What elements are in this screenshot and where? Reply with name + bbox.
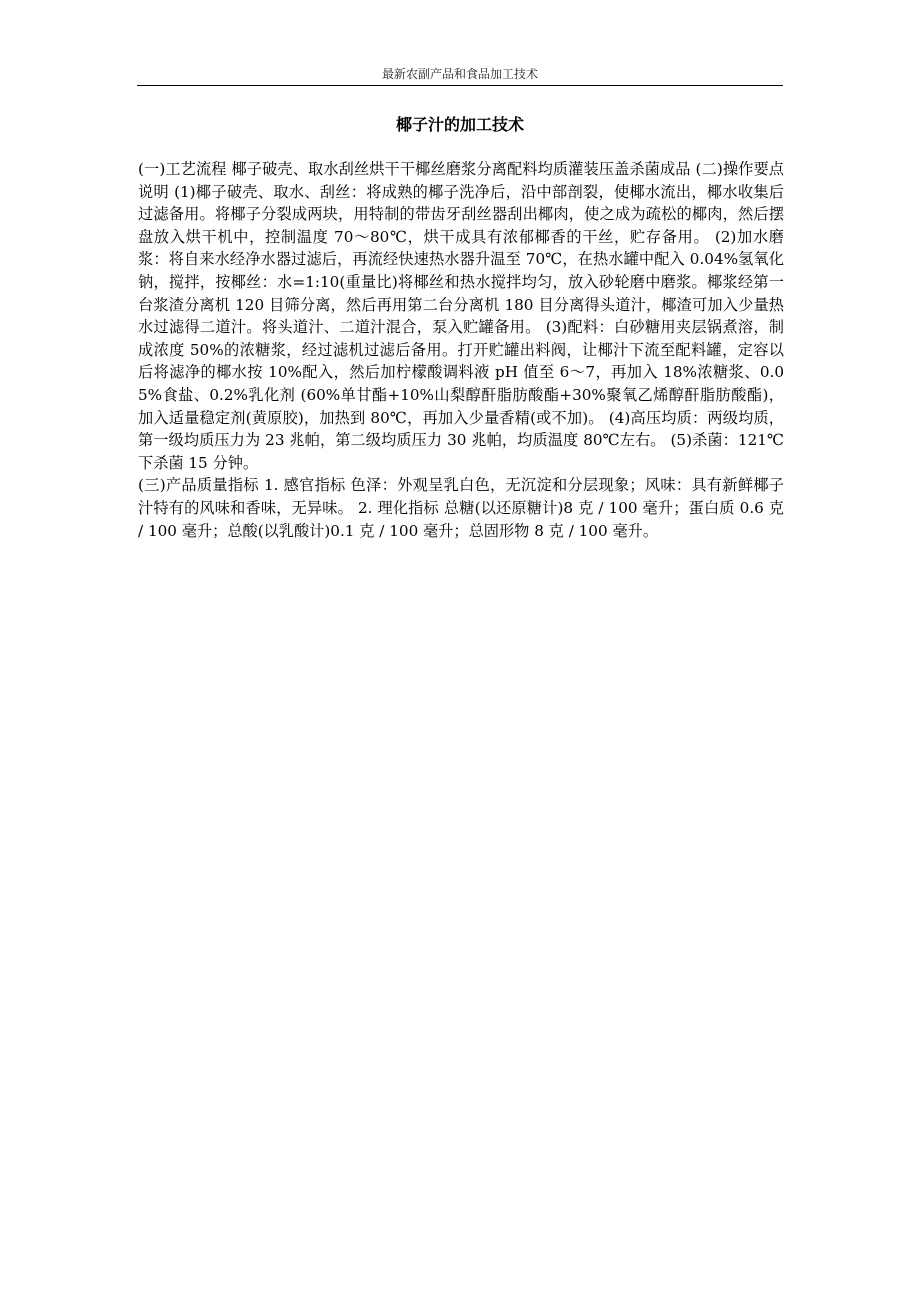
running-header: 最新农副产品和食品加工技术 bbox=[381, 67, 538, 81]
paragraph-quality: (三)产品质量指标 1. 感官指标 色泽：外观呈乳白色，无沉淀和分层现象；风味：具有新鲜椰子汁特有的风味和香味，无异味。 2. 理化指标 总糖(以还原糖计)8 克 / 100 毫升；蛋白质 0.6 克 / 100 毫升；总酸(以乳酸计)0.1 克 / 100 毫升；总固形物 8 克 / 100 毫升。 bbox=[138, 476, 784, 540]
document-body bbox=[138, 158, 784, 542]
document-title: 椰子汁的加工技术 bbox=[395, 115, 524, 134]
header-divider bbox=[137, 85, 783, 86]
paragraph-process: (一)工艺流程 椰子破壳、取水刮丝烘干干椰丝磨浆分离配料均质灌装压盖杀菌成品 (二)操作要点说明 (1)椰子破壳、取水、刮丝：将成熟的椰子洗净后，沿中部剖裂，使椰水流出，椰水收集后过滤备用。将椰子分裂成两块，用特制的带齿牙刮丝器刮出椰肉，使之成为疏松的椰肉，然后摆盘放入烘干机中，控制温度 70～80℃，烘干成具有浓郁椰香的干丝，贮存备用。 (2)加水磨浆：将自来水经净水器过滤后，再流经快速热水器升温至 70℃，在热水罐中配入 0.04%氢氧化钠，搅拌，按椰丝：水=1:10(重量比)将椰丝和热水搅拌均匀，放入砂轮磨中磨浆。椰浆经第一台浆渣分离机 120 目筛分离，然后再用第二台分离机 180 目分离得头道汁，椰渣可加入少量热水过滤得二道汁。将头道汁、二道汁混合，泵入贮罐备用。 (3)配料：白砂糖用夹层锅煮溶，制成浓度 50%的浓糖浆，经过滤机过滤后备用。打开贮罐出料阀，让椰汁下流至配料罐，定容以后将滤净的椰水按 10%配入，然后加柠檬酸调料液 pH 值至 6～7，再加入 18%浓糖浆、0.05%食盐、0.2%乳化剂 (60%单甘酯+10%山梨醇酐脂肪酸酯+30%聚氧乙烯醇酐脂肪酸酯)，加入适量稳定剂(黄原胶)，加热到 80℃，再加入少量香精(或不加)。 (4)高压均质：两级均质，第一级均质压力为 23 兆帕，第二级均质压力 30 兆帕，均质温度 80℃左右。 (5)杀菌：121℃下杀菌 15 分钟。 bbox=[138, 160, 784, 472]
